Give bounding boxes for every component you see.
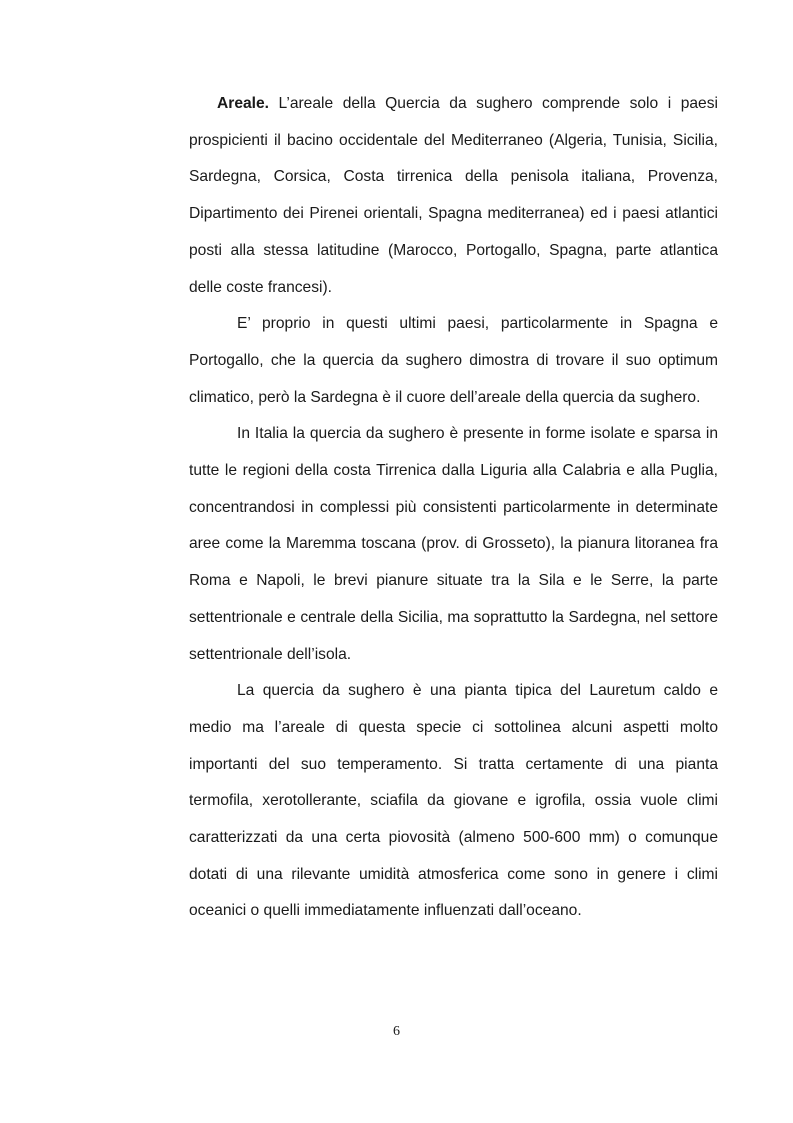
paragraph-spagna-portogallo: [189, 306, 718, 416]
paragraph-italia: [189, 416, 718, 673]
page-number: 6: [393, 1024, 400, 1039]
paragraph-text: E’ proprio in questi ultimi paesi, particolarmente in Spagna e Portogallo, che la quercia da sughero dimostra di trovare il suo optimum climatico, però la Sardegna è il cuore dell’areale della quercia da sughero.: [189, 315, 718, 406]
paragraph-areale: [189, 86, 718, 306]
paragraph-lauretum: [189, 673, 718, 930]
paragraph-lead-heading: Areale.: [217, 95, 270, 112]
paragraph-text: In Italia la quercia da sughero è presente in forme isolate e sparsa in tutte le regioni della costa Tirrenica dalla Liguria alla Calabria e alla Puglia, concentrandosi in complessi più consistenti particolarmente in determinate aree come la Maremma toscana (prov. di Grosseto), la pianura litoranea fra Roma e Napoli, le brevi pianure situate tra la Sila e le Serre, la parte settentrionale e centrale della Sicilia, ma soprattutto la Sardegna, nel settore settentrionale dell’isola.: [189, 425, 718, 663]
paragraph-text: La quercia da sughero è una pianta tipica del Lauretum caldo e medio ma l’areale di questa specie ci sottolinea alcuni aspetti molto importanti del suo temperamento. Si tratta certamente di una pianta termofila, xerotollerante, sciafila da giovane e igrofila, ossia vuole climi caratterizzati da una certa piovosità (almeno 500-600 mm) o comunque dotati di una rilevante umidità atmosferica come sono in genere i climi oceanici o quelli immediatamente influenzati dall’oceano.: [189, 682, 718, 920]
paragraph-text: L’areale della Quercia da sughero comprende solo i paesi prospicienti il bacino occidentale del Mediterraneo (Algeria, Tunisia, Sicilia, Sardegna, Corsica, Costa tirrenica della penisola italiana, Provenza, Dipartimento dei Pirenei orientali, Spagna mediterranea) ed i paesi atlantici posti alla stessa latitudine (Marocco, Portogallo, Spagna, parte atlantica delle coste francesi).: [189, 95, 718, 296]
body-text: [189, 86, 718, 930]
